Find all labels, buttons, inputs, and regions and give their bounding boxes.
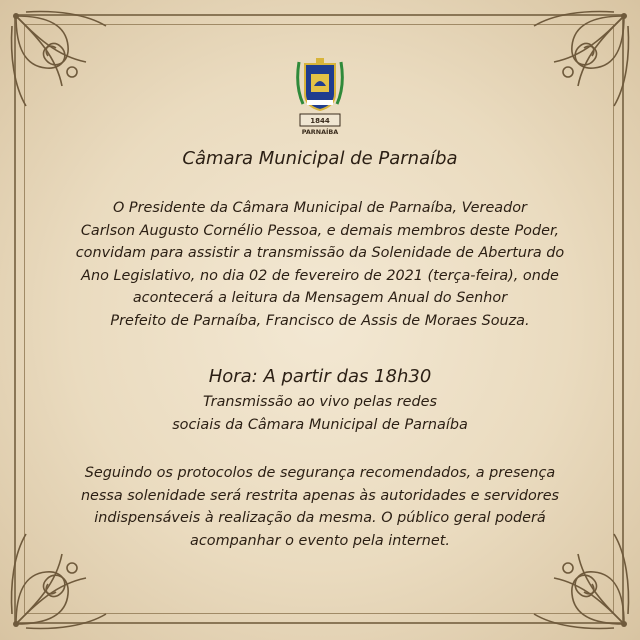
notice-line: nessa solenidade será restrita apenas às autoridades e servidores: [80, 487, 560, 504]
broadcast-info: [52, 391, 588, 436]
safety-notice: [52, 462, 588, 552]
broadcast-line: sociais da Câmara Municipal de Parnaíba: [172, 416, 468, 433]
notice-line: indispensáveis à realização da mesma. O público geral poderá: [94, 510, 546, 527]
announcement-line: Prefeito de Parnaíba, Francisco de Assis de Moraes Souza.: [110, 312, 530, 329]
notice-line: Seguindo os protocolos de segurança recomendados, a presença: [84, 465, 556, 481]
announcement-line: Ano Legislativo, no dia 02 de fevereiro de 2021 (terça-feira), onde: [81, 267, 559, 284]
corner-ornament-top-left: [6, 6, 116, 116]
announcement-paragraph: [52, 197, 588, 333]
announcement-line: convidam para assistir a transmissão da Solenidade de Abertura do: [75, 245, 565, 262]
notice-line: acompanhar o evento pela internet.: [190, 532, 450, 549]
emblem-city-label: PARNAÍBA: [301, 128, 339, 136]
corner-ornament-top-right: [524, 6, 634, 116]
emblem-year-text: 1844: [310, 117, 330, 125]
announcement-line: acontecerá a leitura da Mensagem Anual do Senhor: [132, 290, 508, 307]
event-time-heading: Hora: A partir das 18h30: [208, 366, 432, 387]
city-coat-of-arms-logo: [295, 56, 345, 136]
page-title: Câmara Municipal de Parnaíba: [182, 148, 458, 169]
broadcast-line: Transmissão ao vivo pelas redes: [203, 394, 437, 410]
announcement-line: Carlson Augusto Cornélio Pessoa, e demais membros deste Poder,: [80, 222, 560, 239]
announcement-line: O Presidente da Câmara Municipal de Parnaíba, Vereador: [113, 200, 527, 216]
